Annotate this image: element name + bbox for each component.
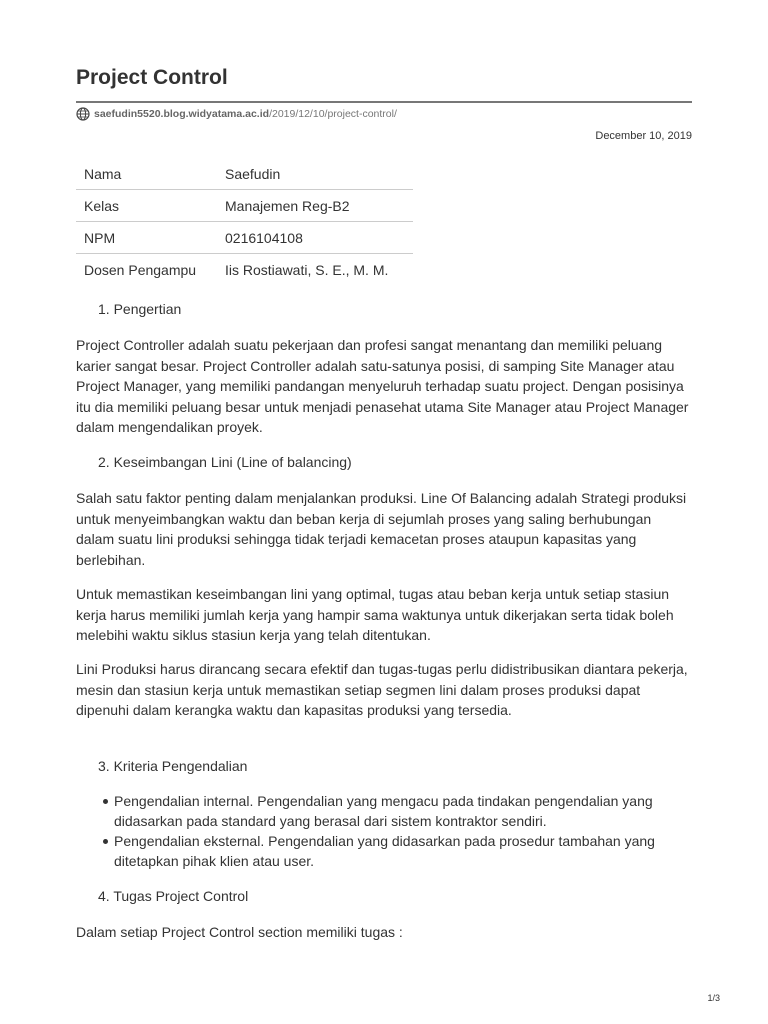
list-item bbox=[76, 831, 684, 871]
table-value: Saefudin bbox=[217, 158, 413, 190]
page-title: Project Control bbox=[76, 66, 228, 89]
paragraph-line-balancing-1: Salah satu faktor penting dalam menjalankan produksi. Line Of Balancing adalah Strategi produksi untuk menyeimbangkan waktu dan beban kerja di sejumlah proses yang saling berhubungan dalam suatu lini produksi sehingga tidak terjadi kemacetan proses ataupun kapasitas yang berlebihan. bbox=[76, 490, 687, 568]
section-heading-kriteria: 3. Kriteria Pengendalian bbox=[98, 758, 248, 774]
paragraph-line-balancing-3: Lini Produksi harus dirancang secara efektif dan tugas-tugas perlu didistribusikan diantara pekerja, mesin dan stasiun kerja untuk memastikan setiap segmen lini dalam proses produksi dapat dipenuhi dalam kerangka waktu dan kapasitas produksi yang tersedia. bbox=[76, 661, 688, 718]
section-heading-pengertian: 1. Pengertian bbox=[98, 301, 182, 317]
paragraph-tugas: Dalam setiap Project Control section memiliki tugas : bbox=[76, 924, 403, 940]
table-row bbox=[76, 254, 413, 286]
table-value: 0216104108 bbox=[217, 222, 413, 254]
table-row bbox=[76, 190, 413, 222]
table-key: NPM bbox=[76, 222, 217, 254]
student-info-table bbox=[76, 158, 413, 285]
list-item bbox=[76, 791, 684, 831]
list-item-text: Pengendalian eksternal. Pengendalian yang didasarkan pada prosedur tambahan yang ditetapkan pihak klien atau user. bbox=[114, 833, 655, 869]
table-value: Iis Rostiawati, S. E., M. M. bbox=[225, 261, 389, 278]
source-url[interactable] bbox=[76, 107, 397, 121]
table-row bbox=[76, 158, 413, 190]
table-key: Kelas bbox=[76, 190, 217, 222]
page-number: 1/3 bbox=[707, 993, 720, 1003]
list-item-text: Pengendalian internal. Pengendalian yang mengacu pada tindakan pengendalian yang didasarkan pada standard yang berasal dari sistem kontraktor sendiri. bbox=[114, 793, 653, 829]
post-date: December 10, 2019 bbox=[595, 130, 692, 142]
paragraph-pengertian: Project Controller adalah suatu pekerjaan dan profesi sangat menantang dan memiliki peluang karier sangat besar. Project Controller adalah satu-satunya posisi, di samping Site Manager atau Project Manager, yang memiliki pandangan menyeluruh terhadap suatu project. Dengan posisinya itu dia memiliki peluang besar untuk menjadi penasehat utama Site Manager atau Project Manager dalam mengendalikan proyek. bbox=[76, 337, 689, 435]
kriteria-list bbox=[76, 791, 692, 871]
section-heading-line-balancing: 2. Keseimbangan Lini (Line of balancing) bbox=[98, 454, 352, 470]
table-key: Nama bbox=[76, 158, 217, 190]
title-divider bbox=[76, 101, 692, 103]
section-heading-tugas: 4. Tugas Project Control bbox=[98, 888, 249, 904]
table-row bbox=[76, 222, 413, 254]
globe-icon bbox=[76, 107, 90, 121]
paragraph-line-balancing-2: Untuk memastikan keseimbangan lini yang optimal, tugas atau beban kerja untuk setiap stasiun kerja harus memiliki jumlah kerja yang hampir sama waktunya untuk dikerjakan serta tidak boleh melebihi waktu siklus stasiun kerja yang telah ditentukan. bbox=[76, 586, 674, 643]
bullet-dot bbox=[103, 839, 108, 844]
table-key: Dosen Pengampu bbox=[84, 261, 197, 278]
bullet-dot bbox=[103, 799, 108, 804]
table-value: Manajemen Reg-B2 bbox=[217, 190, 413, 222]
url-path[interactable]: /2019/12/10/project-control/ bbox=[269, 108, 397, 120]
url-domain[interactable]: saefudin5520.blog.widyatama.ac.id bbox=[94, 108, 270, 120]
